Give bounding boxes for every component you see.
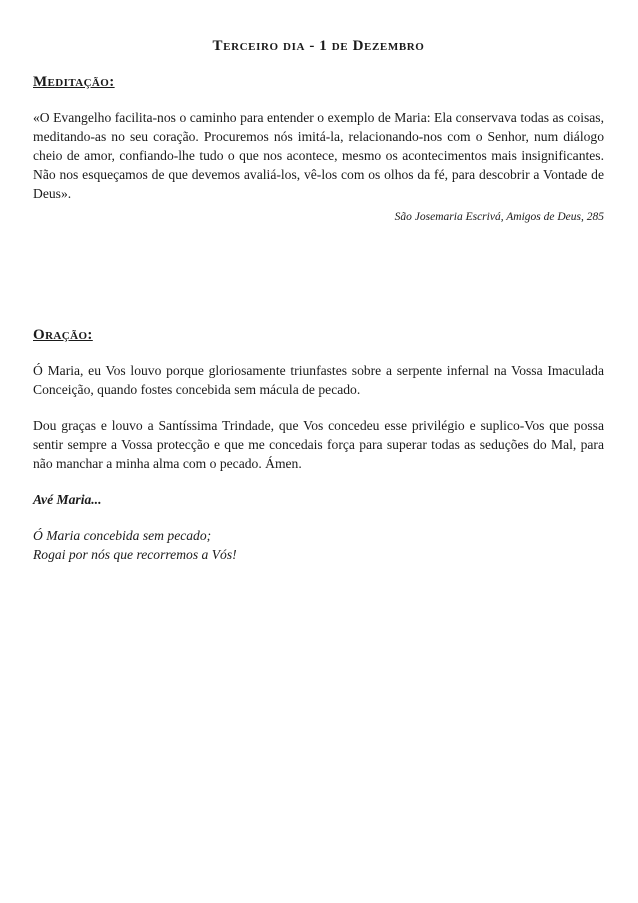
document-page: [33, 36, 604, 564]
ave-maria-line: Avé Maria...: [33, 492, 102, 507]
paragraph-gap: [33, 509, 604, 526]
prayer-paragraph-2: Dou graças e louvo a Santíssima Trindade, que Vos concedeu esse privilégio e suplico-Vos que possa sentir sempre a Vossa protecção e que me concedais força para superar todas as seduções do Mal, para não manchar a minha alma com o pecado. Ámen.: [33, 418, 604, 471]
closing-line-2: Rogai por nós que recorremos a Vós!: [33, 547, 237, 562]
prayer-paragraph-1: Ó Maria, eu Vos louvo porque gloriosamente triunfastes sobre a serpente infernal na Vossa Imaculada Conceição, quando fostes concebida sem mácula de pecado.: [33, 363, 604, 397]
meditation-text: «O Evangelho facilita-nos o caminho para entender o exemplo de Maria: Ela conservava todas as coisas, meditando-as no seu coração. Procuremos nós imitá-la, relacionando-nos com o Senhor, num diálogo cheio de amor, confiando-lhe tudo o que nos acontece, mesmo os acontecimentos mais insignificantes. Não nos esqueçamos de que devemos avaliá-los, vê-los com os olhos da fé, para descobrir a Vontade de Deus».: [33, 110, 604, 201]
paragraph-gap: [33, 399, 604, 416]
section-spacer: [33, 225, 604, 325]
prayer-heading: Oração:: [33, 327, 93, 343]
meditation-heading: Meditação:: [33, 74, 115, 90]
meditation-citation: São Josemaria Escrivá, Amigos de Deus, 285: [394, 211, 604, 223]
paragraph-gap: [33, 473, 604, 490]
page-title: Terceiro dia - 1 de Dezembro: [212, 38, 425, 54]
closing-line-1: Ó Maria concebida sem pecado;: [33, 528, 212, 543]
